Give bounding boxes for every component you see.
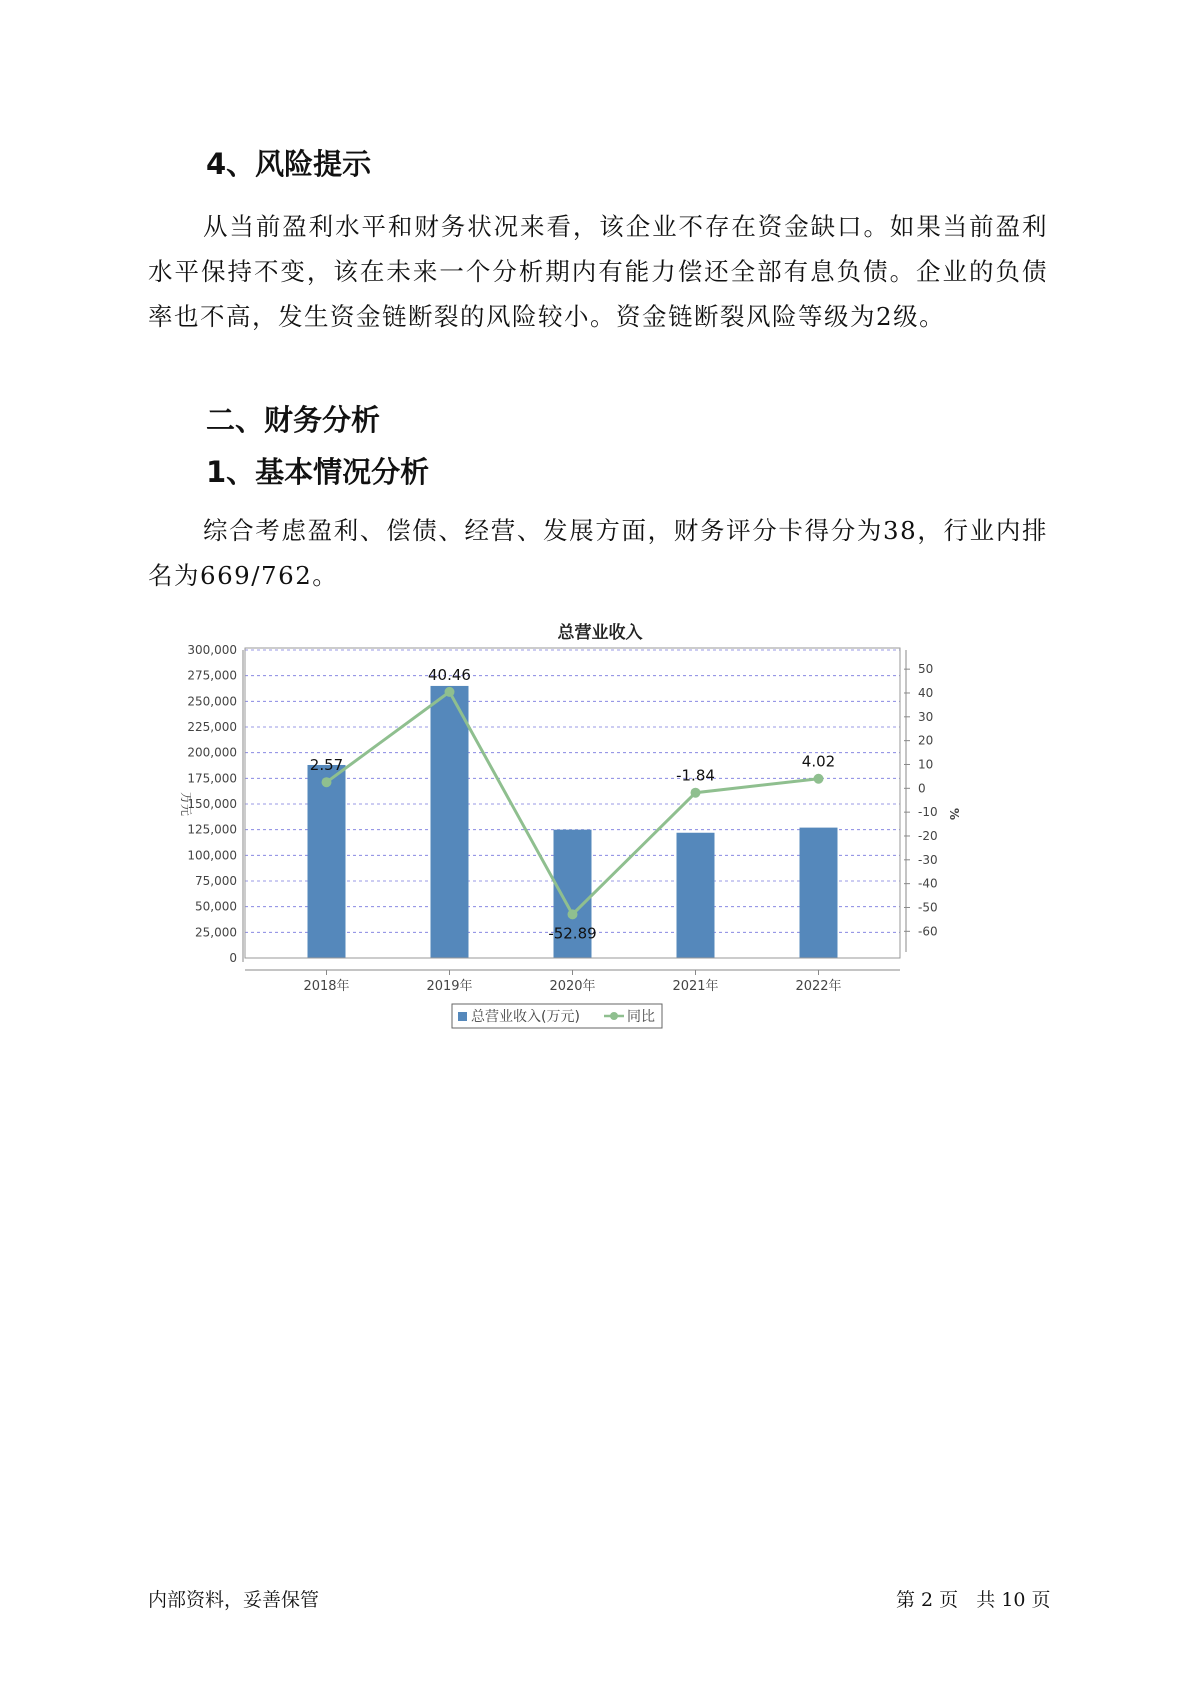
y-tick-label: 150,000: [187, 797, 237, 811]
y-tick-label: 25,000: [195, 925, 237, 940]
yoy-data-label: -52.89: [548, 924, 597, 943]
chart-legend: [452, 1004, 662, 1028]
y-tick-label: 100,000: [187, 848, 237, 863]
y-tick-label: 225,000: [187, 720, 237, 734]
y2-tick-label: -60: [918, 924, 938, 939]
revenue-chart: [170, 620, 1030, 1080]
bar: [308, 765, 346, 958]
y2-tick-label: 0: [918, 781, 926, 796]
legend-line-marker: [610, 1012, 618, 1020]
y-axis-label: 万元: [179, 791, 193, 817]
x-tick-label: 2022年: [795, 979, 842, 994]
legend-bar-label: 总营业收入(万元): [471, 1009, 580, 1025]
x-tick-label: 2019年: [426, 979, 473, 994]
bar: [800, 828, 838, 958]
y2-axis-label: %: [947, 807, 961, 821]
footer-page-number: 第 2 页 共 10 页: [896, 1589, 1051, 1611]
chart-title: 总营业收入: [557, 623, 643, 643]
basic-analysis-heading: 1、基本情况分析: [206, 455, 430, 489]
legend-bar-swatch: [458, 1012, 467, 1021]
y-tick-label: 250,000: [187, 694, 237, 709]
y2-tick-label: 10: [918, 757, 934, 772]
bar: [431, 686, 469, 958]
finance-analysis-heading: 二、财务分析: [206, 403, 381, 437]
y-tick-label: 200,000: [187, 745, 237, 760]
x-tick-label: 2018年: [303, 979, 350, 994]
yoy-point: [568, 909, 578, 919]
basic-analysis-paragraph: 综合考虑盈利、偿债、经营、发展方面，财务评分卡得分为38，行业内排名为669/762。: [148, 516, 1048, 590]
y-tick-label: 75,000: [195, 874, 237, 888]
y2-tick-label: -30: [918, 852, 938, 867]
legend-line-label: 同比: [627, 1009, 655, 1025]
y-tick-label: 50,000: [195, 899, 237, 914]
yoy-point: [322, 777, 332, 787]
yoy-data-label: -1.84: [676, 766, 715, 785]
x-tick-label: 2020年: [549, 979, 596, 994]
yoy-data-label: 2.57: [309, 756, 344, 775]
y2-tick-label: -40: [918, 876, 938, 891]
bar: [677, 833, 715, 958]
y2-tick-label: -20: [918, 828, 938, 843]
y2-tick-label: -50: [918, 900, 938, 915]
y2-tick-label: 50: [918, 662, 934, 677]
yoy-point: [691, 788, 701, 798]
y2-tick-label: 20: [918, 733, 934, 748]
y-tick-label: 300,000: [187, 643, 237, 657]
x-tick-label: 2021年: [672, 979, 719, 994]
y-tick-label: 275,000: [187, 668, 237, 683]
y-tick-label: 125,000: [187, 822, 237, 837]
y2-tick-label: 30: [918, 709, 934, 724]
risk-paragraph: 从当前盈利水平和财务状况来看，该企业不存在资金缺口。如果当前盈利水平保持不变，该在未来一个分析期内有能力偿还全部有息负债。企业的负债率也不高，发生资金链断裂的风险较小。资金链断裂风险等级为2级。: [148, 212, 1048, 331]
y2-tick-label: 40: [918, 685, 934, 700]
yoy-data-label: 40.46: [428, 665, 471, 684]
y-tick-label: 0: [229, 951, 237, 965]
risk-heading: 4、风险提示: [206, 147, 372, 181]
yoy-point: [445, 687, 455, 697]
y-tick-label: 175,000: [187, 771, 237, 786]
yoy-point: [814, 774, 824, 784]
y2-tick-label: -10: [918, 805, 938, 820]
footer-confidential: 内部资料，妥善保管: [148, 1589, 320, 1611]
yoy-data-label: 4.02: [801, 752, 836, 771]
